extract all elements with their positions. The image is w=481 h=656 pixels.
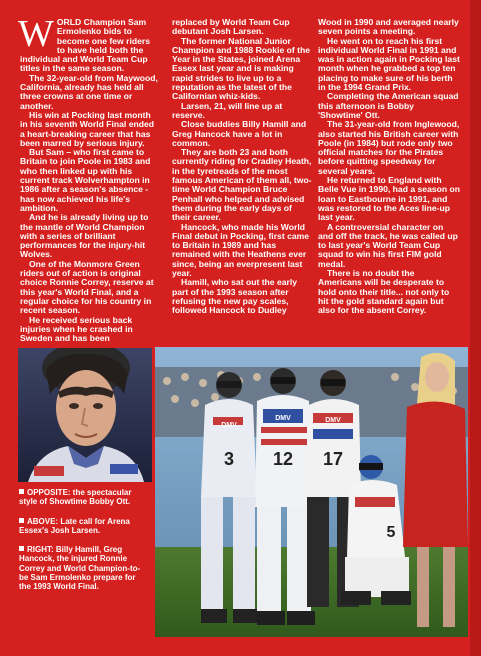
sponsor-logo: DMV [275, 415, 291, 422]
bullet-icon [19, 489, 24, 494]
sponsor-logo: DMV [221, 422, 237, 429]
paragraph: He returned to England with Belle Vue in 1990, had a season on loan to Eastbourne in 1991, and was restored to the Aces line-up last year. [318, 175, 461, 223]
paragraph: The former National Junior Champion and 1988 Rookie of the Year in the States, joined Arena Essex last year and is making rapid strides to live up to a reputation as the latest of the Californian whiz-kids. [172, 35, 310, 102]
bullet-icon [19, 546, 24, 551]
bullet-icon [19, 518, 24, 523]
paragraph: Close buddies Billy Hamill and Greg Hancock have a lot in common. [172, 119, 307, 148]
paragraph: The 32-year-old from Maywood, California, already has held all three crowns at one time or another. [20, 72, 158, 111]
sponsor-logo: DMV [325, 417, 341, 424]
page-edge-strip [470, 0, 481, 656]
paragraph: A controversial character on and off the track, he was called up to last year's World Team Cup squad to win his first FIM gold medal. [318, 221, 458, 269]
paragraph: Larsen, 21, will line up at reserve. [172, 100, 283, 120]
article-column-3 [318, 18, 460, 316]
bib-number: 17 [322, 449, 344, 469]
bib-number: 5 [386, 524, 396, 541]
article-column-2 [172, 18, 312, 316]
paragraph: He went on to reach his first individual World Final in 1991 and was in action again in Pocking last month when he grabbed a top ten placing to make sure of his berth in the 1994 Grand Prix. [318, 35, 460, 93]
caption-opposite: OPPOSITE: the spectacular style of Showtime Bobby Ott. [19, 488, 132, 507]
bib-number: 3 [223, 449, 235, 469]
paragraph: One of the Monmore Green riders out of action is original choice Ronnie Correy, reserve at this year's World Final, and a regular choice for his country in recent season. [20, 258, 154, 316]
paragraph: And he is already living up to the mantle of World Champion with a series of brilliant performances for the injury-hit Wolves. [20, 212, 149, 260]
portrait-illustration [18, 348, 152, 482]
paragraph: He received serious back injuries when he crashed in Sweden and has been [20, 314, 133, 344]
team-photo [155, 347, 468, 637]
paragraph: WORLD Champion Sam Ermolenko bids to become one few riders to have held both the individual and World Team Cup titles in the same season. [18, 13, 151, 74]
lead-word: ORLD [56, 17, 82, 27]
paragraph: His win at Pocking last month in his seventh World Final ended a heart-breaking career that has been marred by serious injury. [20, 109, 155, 148]
paragraph: There is no doubt the Americans will be desperate to hold onto their title... not only to hit the gold standard again but also for the absent Correy. [318, 268, 450, 316]
team-photo-illustration [155, 347, 468, 637]
paragraph: replaced by World Team Cup debutant Josh Larsen. [172, 17, 290, 37]
paragraph: Hancock, who made his World Final debut in Pocking, first came to Britain in 1989 and has remained with the Heathens ever since, being an everpresent last year. [172, 221, 310, 279]
caption-above: ABOVE: Late call for Arena Essex's Josh Larsen. [19, 516, 130, 535]
paragraph: Hamill, who sat out the early part of the 1993 season after refusing the new pay scales, followed Hancock to Dudley [172, 277, 298, 316]
article-column-1 [18, 13, 160, 344]
portrait-photo [18, 348, 152, 482]
caption-right: RIGHT: Billy Hamill, Greg Hancock, the injured Ronnie Correy and World Champion-to-be Sam Ermolenko prepare for the 1993 World Final. [19, 545, 141, 592]
paragraph: Completing the American squad this afternoon is Bobby 'Showtime' Ott. [318, 91, 459, 120]
paragraph: They are both 23 and both currently riding for Cradley Heath, in the tyretreads of the most famous American of them all, two-time World Champion Bruce Penhall who helped and advised them during the early days of their career. [172, 147, 312, 223]
bib-number: 12 [272, 449, 294, 469]
drop-cap: W [18, 13, 54, 55]
paragraph: The 31-year-old from Inglewood, also started his British career with Poole (in 1984) but rode only two official matches for the Pirates before quitting speedway for several years. [318, 119, 460, 176]
paragraph: But Sam – who first came to Britain to join Poole in 1983 and who then linked up with his current track Wolverhampton in 1986 after a season's absence - has now achieved his life's ambition. [20, 147, 151, 213]
photo-captions [19, 488, 147, 602]
paragraph: Wood in 1990 and averaged nearly seven points a meeting. [318, 17, 459, 37]
